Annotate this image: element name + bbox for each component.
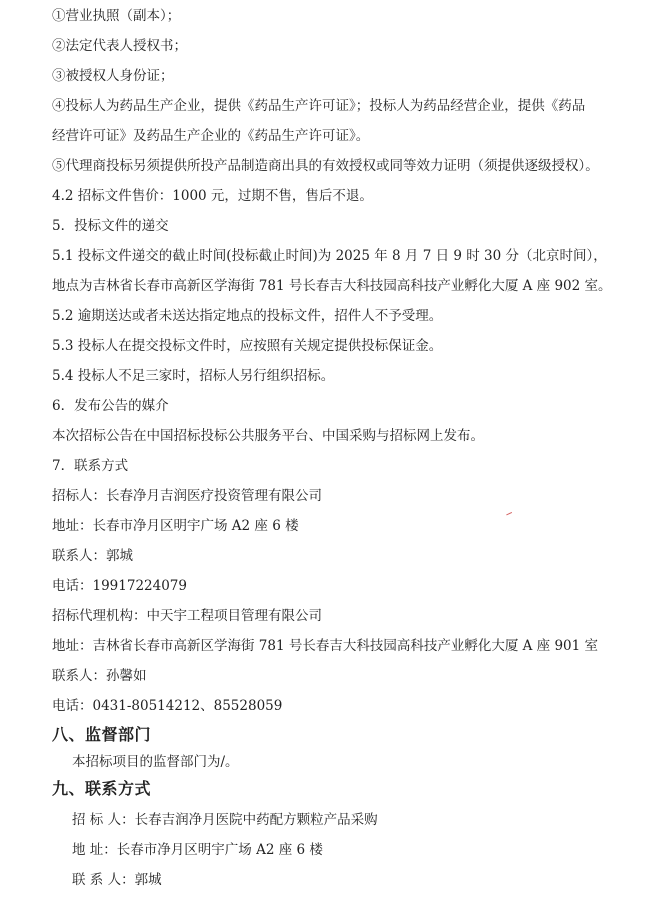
doc-line: ①营业执照（副本）； [52,8,181,24]
doc-line: 电话：19917224079 [52,578,187,594]
doc-line: 联系人：孙馨如 [52,668,147,684]
doc-line: 本次招标公告在中国招标投标公共服务平台、中国采购与招标网上发布。 [52,428,484,444]
doc-line: 6．发布公告的媒介 [52,398,169,414]
doc-line: 4.2 招标文件售价：1000 元，过期不售，售后不退。 [52,188,373,204]
doc-line: ④投标人为药品生产企业，提供《药品生产许可证》；投标人为药品经营企业，提供《药品 [52,98,586,114]
doc-line: 5．投标文件的递交 [52,218,169,234]
doc-line: 7．联系方式 [52,458,129,474]
doc-line: 5.1 投标文件递交的截止时间(投标截止时间)为 2025 年 8 月 7 日 9 时 30 分（北京时间）， [52,248,607,264]
doc-line: 经营许可证》及药品生产企业的《药品生产许可证》。 [52,128,370,144]
section-heading: 九、联系方式 [52,779,152,798]
doc-line: ②法定代表人授权书； [52,38,187,54]
doc-line: 5.2 逾期送达或者未送达指定地点的投标文件，招件人不予受理。 [52,308,443,324]
contact-row: 联 系 人：郭城 [72,872,162,888]
doc-line: 5.3 投标人在提交投标文件时，应按照有关规定提供投标保证金。 [52,338,443,354]
doc-line: 联系人：郭城 [52,548,133,564]
section-heading: 八、监督部门 [52,725,152,744]
doc-line: 地点为吉林省长春市高新区学海街 781 号长春吉大科技园高科技产业孵化大厦 A 座 902 室。 [52,278,612,294]
doc-line: ⑤代理商投标另须提供所投产品制造商出具的有效授权或同等效力证明（须提供逐级授权）。 [52,158,599,174]
doc-line: 本招标项目的监督部门为/。 [72,754,239,770]
doc-line: 电话：0431-80514212、85528059 [52,698,283,714]
doc-line: ③被授权人身份证； [52,68,174,84]
doc-line: 招标代理机构：中天宇工程项目管理有限公司 [52,608,322,624]
contact-row: 招 标 人：长春吉润净月医院中药配方颗粒产品采购 [72,812,378,828]
stray-mark [506,512,514,519]
contact-row: 地 址：长春市净月区明宇广场 A2 座 6 楼 [72,842,323,858]
doc-line: 地址：吉林省长春市高新区学海街 781 号长春吉大科技园高科技产业孵化大厦 A 座 901 室 [52,638,599,654]
doc-line: 5.4 投标人不足三家时，招标人另行组织招标。 [52,368,335,384]
doc-line: 招标人：长春净月吉润医疗投资管理有限公司 [52,488,322,504]
doc-line: 地址：长春市净月区明宇广场 A2 座 6 楼 [52,518,299,534]
